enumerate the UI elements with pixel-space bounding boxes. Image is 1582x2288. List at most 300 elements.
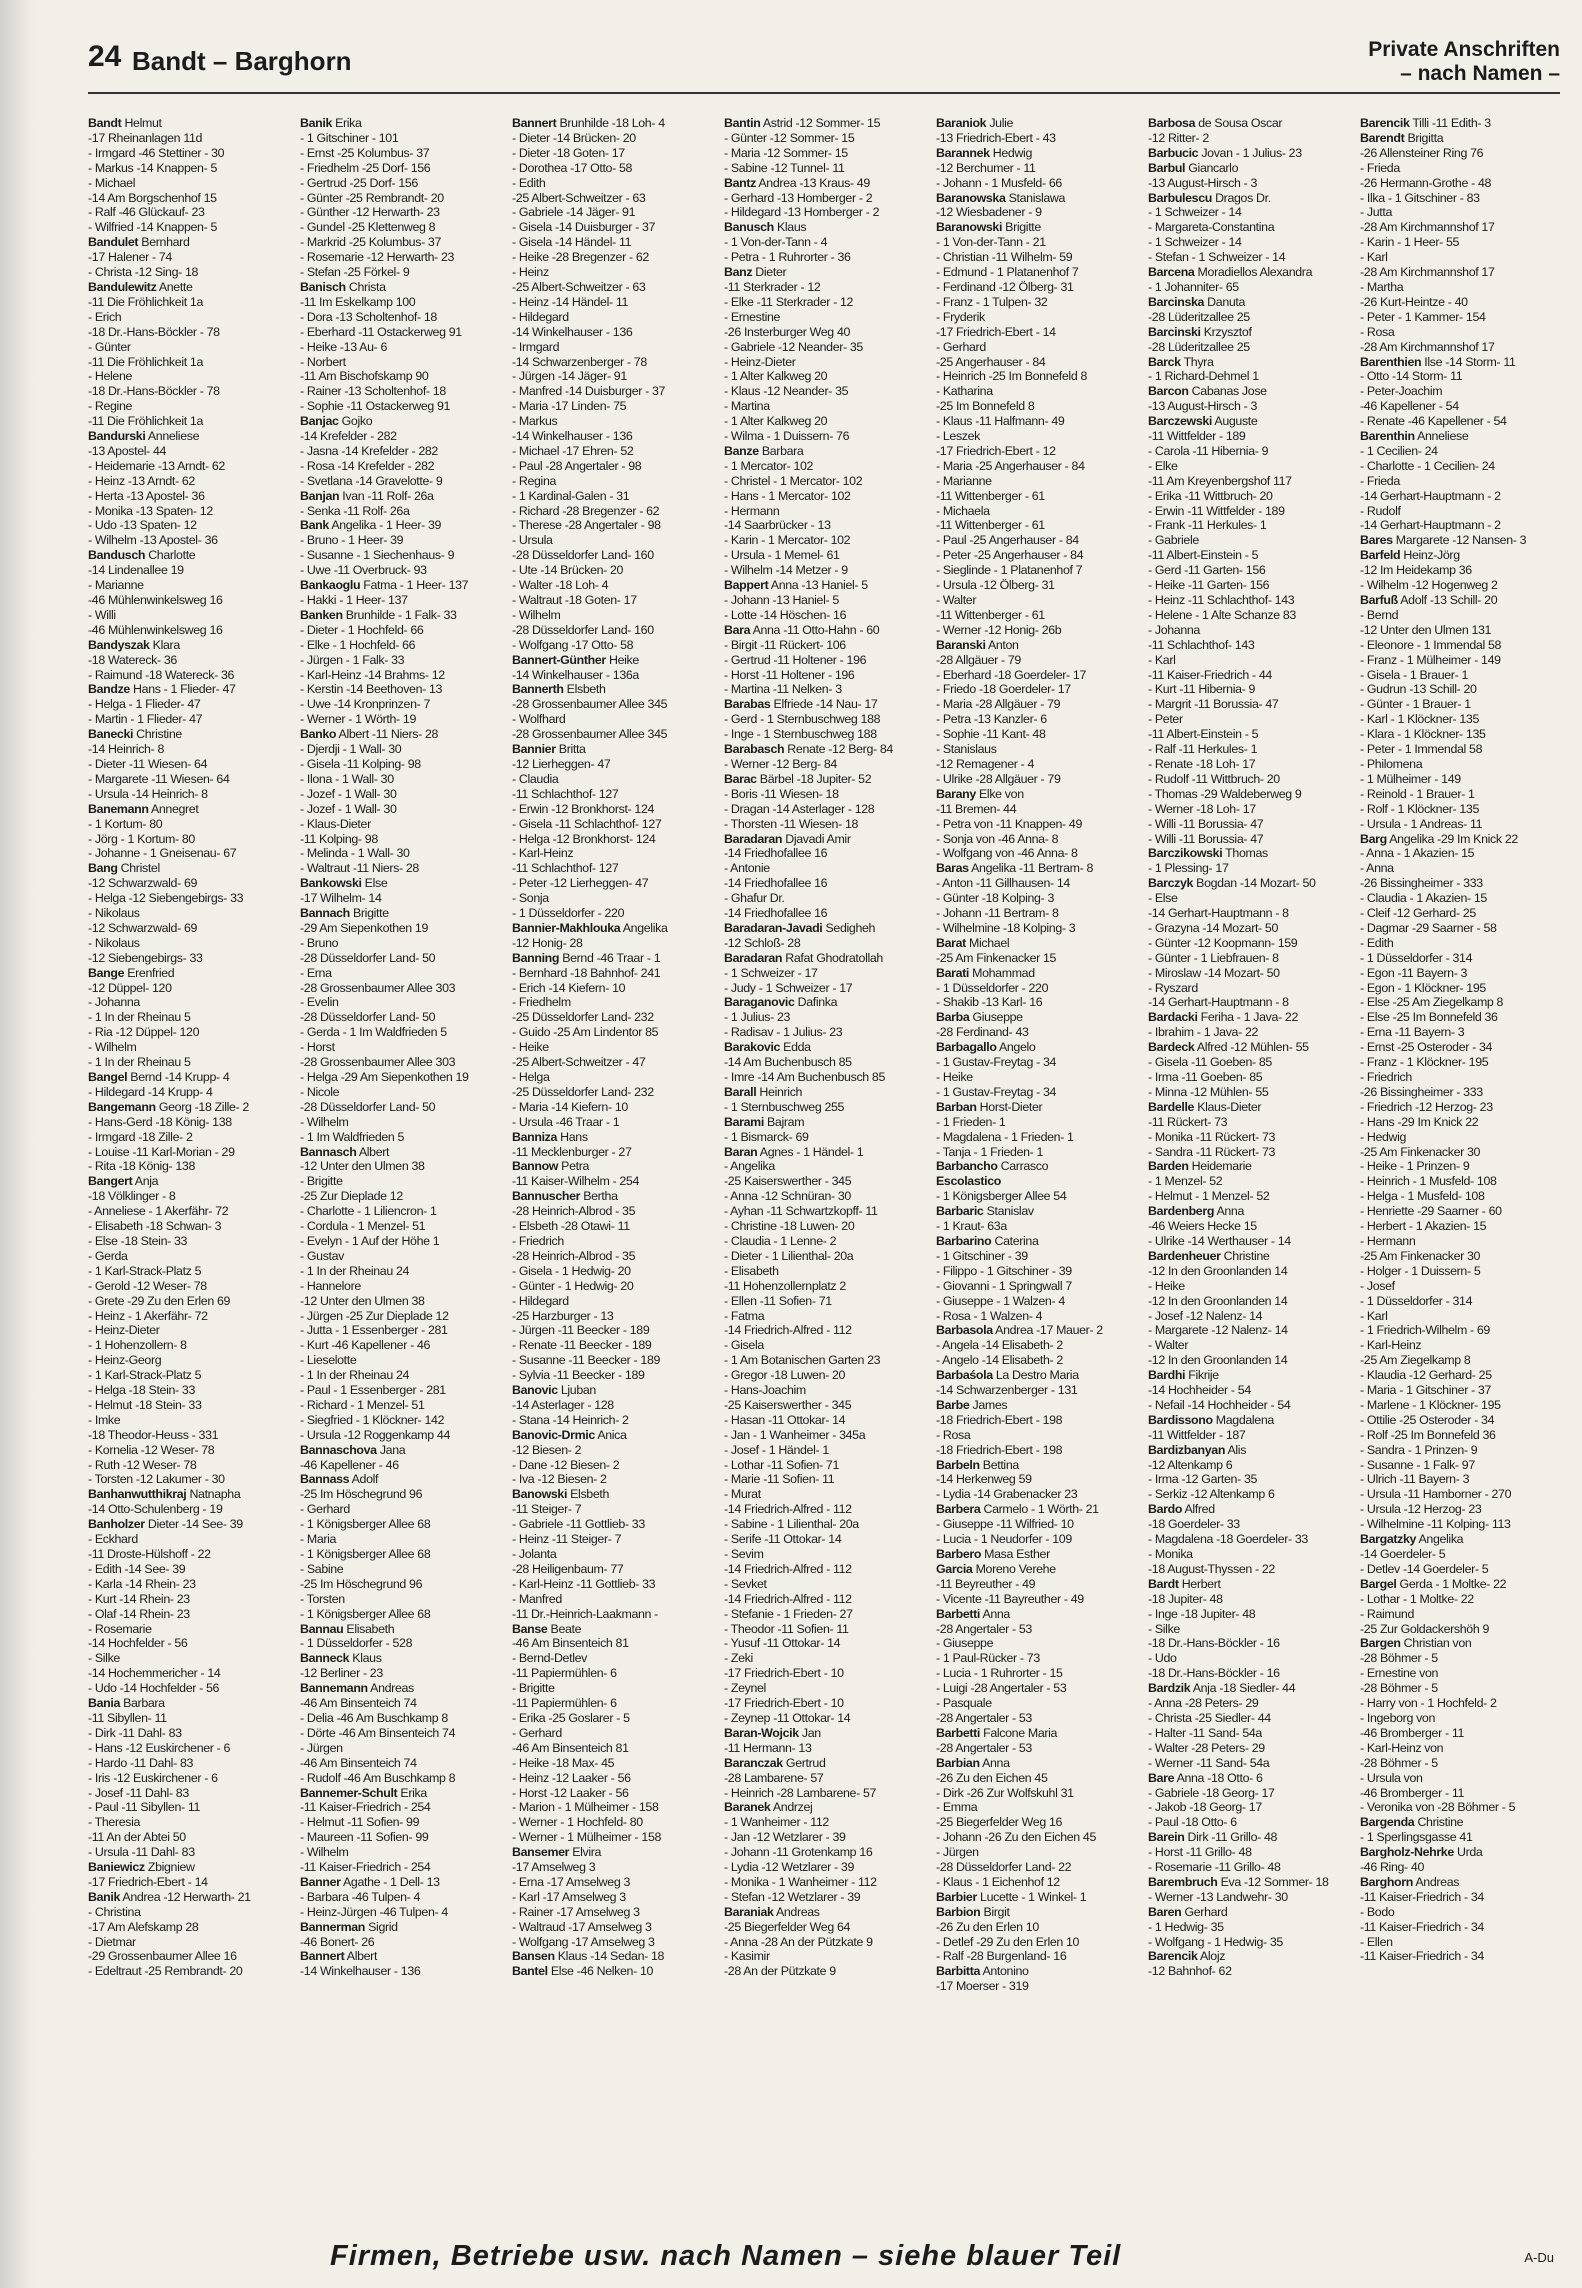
directory-entry-line: - Stefan - 1 Schweizer - 14 [1148, 250, 1286, 265]
directory-entry-line: -28 Düsseldorfer Land- 160 [512, 622, 654, 637]
directory-entry-line: - Margarete -12 Nalenz- 14 [1148, 1323, 1288, 1338]
directory-entry-line: -11 Papiermühlen- 6 [512, 1666, 617, 1681]
directory-entry-line: - Gisela -11 Goeben- 85 [1148, 1055, 1272, 1070]
directory-entry-line: Bantz Andrea -13 Kraus- 49 [724, 175, 870, 190]
directory-entry-line: - Sophie -11 Ostackerweg 91 [300, 399, 451, 414]
directory-entry-line: - Magdalena - 1 Frieden- 1 [936, 1129, 1074, 1144]
directory-entry-line: - Helga [512, 1070, 550, 1084]
directory-entry-line: - Erika -11 Wittbruch- 20 [1148, 488, 1273, 503]
directory-entry-line: Barck Thyra [1148, 354, 1214, 369]
directory-entry-line: - Jan - 1 Wanheimer - 345a [724, 1427, 866, 1442]
directory-entry-line: -25 Biegerfelder Weg 16 [936, 1815, 1063, 1830]
directory-entry-line: -17 Am Alefskamp 28 [88, 1919, 199, 1934]
directory-entry-line: Barbetti Falcone Maria [936, 1725, 1058, 1740]
directory-entry-line: - Wolfgang -17 Amselweg 3 [512, 1934, 655, 1949]
directory-entry-line: Barein Dirk -11 Grillo- 48 [1148, 1830, 1278, 1845]
directory-entry-line: -14 Am Borgschenhof 15 [88, 190, 217, 205]
directory-entry-line: - Ursula -12 Herzog- 23 [1360, 1502, 1482, 1517]
directory-entry-line: -11 Albert-Einstein - 5 [1148, 727, 1259, 742]
directory-entry-line: -28 Angertaler - 53 [936, 1740, 1032, 1755]
directory-entry-line: -17 Friedrich-Ebert - 10 [724, 1696, 844, 1711]
directory-entry-line: -46 Kapellener - 46 [300, 1457, 399, 1472]
directory-entry-line: Bannow Petra [512, 1159, 590, 1174]
directory-entry-line: - Dieter - 1 Hochfeld- 66 [300, 622, 424, 637]
directory-entry-line: - Renate -18 Loh- 17 [1148, 756, 1256, 771]
directory-entry-line: -14 Am Buchenbusch 85 [724, 1055, 852, 1070]
directory-entry-line: Bang Christel [88, 861, 160, 876]
directory-entry-line: - Egon -11 Bayern- 3 [1360, 965, 1468, 980]
directory-entry-line: - Wilhelm [300, 1114, 349, 1129]
directory-entry-line: - Ursula -11 Dahl- 83 [88, 1845, 195, 1860]
directory-entry-line: - Rudolf -11 Wittbruch- 20 [1148, 771, 1280, 786]
directory-entry-line: - Willi [88, 607, 116, 622]
directory-entry-line: -17 Rheinanlagen 11d [88, 130, 203, 145]
directory-entry-line: - Walter [1148, 1338, 1189, 1353]
directory-entry-line: - Ulrich -11 Bayern- 3 [1360, 1472, 1470, 1487]
directory-entry-line: -14 Hochemmericher - 14 [88, 1666, 221, 1681]
directory-entry-line: Banz Dieter [724, 265, 787, 280]
directory-entry-line: - Gerd - 1 Sternbuschweg 188 [724, 712, 881, 727]
directory-entry-line: Barghorn Andreas [1360, 1874, 1460, 1889]
page-fold-shadow [0, 0, 34, 2288]
directory-entry-line: - Ulrike -14 Werthauser - 14 [1148, 1233, 1291, 1248]
directory-entry-line: -25 Kaiserswerther - 345 [724, 1397, 852, 1412]
directory-entry-line: -28 Angertaler - 53 [936, 1621, 1032, 1636]
directory-entry-line: - Markrid -25 Kolumbus- 37 [300, 235, 442, 250]
directory-entry-line: - Karl - 1 Klöckner- 135 [1360, 712, 1479, 727]
directory-entry-line: -46 Bromberger - 11 [1360, 1725, 1464, 1740]
directory-entry-line: - Guido -25 Am Lindentor 85 [512, 1025, 659, 1040]
directory-entry-line: - Werner - 1 Hochfeld- 80 [512, 1815, 643, 1830]
directory-entry-line: - Friedhelm -25 Dorf- 156 [300, 160, 431, 175]
directory-entry-line: - Evelin [300, 995, 339, 1010]
directory-entry-line: - Ilka - 1 Gitschiner - 83 [1360, 190, 1480, 205]
directory-entry-line: -18 Friedrich-Ebert - 198 [936, 1412, 1063, 1427]
directory-entry-line: -46 Ring- 40 [1360, 1860, 1424, 1875]
directory-entry-line: Bange Erenfried [88, 965, 175, 980]
directory-entry-line: Barbucic Jovan - 1 Julius- 23 [1148, 145, 1302, 160]
directory-entry-line: - Rolf -25 Im Bonnefeld 36 [1360, 1427, 1496, 1442]
directory-entry-line: Bardeck Alfred -12 Mühlen- 55 [1148, 1040, 1309, 1055]
directory-entry-line: - Heidemarie -13 Arndt- 62 [88, 458, 225, 473]
directory-entry-line: -12 Honig- 28 [512, 935, 583, 950]
directory-entry-line: - Angelika [724, 1159, 775, 1174]
directory-entry-line: - Frieda [1360, 473, 1400, 488]
directory-entry-line: - Zeynel [724, 1681, 766, 1696]
directory-entry-line: -11 Sterkrader - 12 [724, 279, 821, 294]
directory-entry-line: Barcena Moradiellos Alexandra [1148, 265, 1313, 280]
directory-entry-line: - Frieda [1360, 160, 1400, 175]
directory-entry-line: -12 Im Heidekamp 36 [1360, 563, 1472, 578]
directory-entry-line: - Jürgen -11 Beecker - 189 [512, 1323, 650, 1338]
directory-entry-line: -25 Zur Dieplade 12 [300, 1189, 403, 1204]
directory-entry-line: - 1 Düsseldorfer - 220 [512, 906, 625, 921]
directory-entry-line: - Markus [512, 414, 558, 429]
directory-entry-line: - Günter -25 Rembrandt- 20 [300, 190, 444, 205]
directory-entry-line: -13 Apostel- 44 [88, 443, 167, 458]
directory-entry-line: -11 Wittenberger - 61 [936, 607, 1045, 622]
directory-entry-line: Banholzer Dieter -14 See- 39 [88, 1517, 243, 1532]
directory-entry-line: Barden Heidemarie [1148, 1159, 1252, 1174]
directory-entry-line: - Manfred -14 Duisburger - 37 [512, 384, 666, 399]
directory-entry-line: - 1 Düsseldorfer - 528 [300, 1636, 413, 1651]
directory-entry-line: - Bernhard -18 Bahnhof- 241 [512, 965, 661, 980]
directory-entry-line: - Heike -18 Max- 45 [512, 1755, 615, 1770]
directory-entry-line: - Marion - 1 Mülheimer - 158 [512, 1800, 659, 1815]
directory-entry-line: - Regina [512, 473, 557, 488]
directory-entry-line: - Günter [88, 339, 131, 354]
directory-entry-line: Bardenberg Anna [1148, 1204, 1244, 1219]
directory-entry-line: -11 Mecklenburger - 27 [512, 1144, 632, 1159]
directory-entry-line: - Jasna -14 Krefelder - 282 [300, 443, 438, 458]
directory-entry-line: Barg Angelika -29 Im Knick 22 [1360, 831, 1518, 846]
directory-entry-line: - Stana -14 Heinrich- 2 [512, 1412, 629, 1427]
directory-entry-line: - Johanna [1148, 622, 1200, 637]
directory-entry-line: - Hardo -11 Dahl- 83 [88, 1755, 194, 1770]
directory-entry-line: -11 Kolping- 98 [300, 831, 378, 846]
directory-entry-line: - Shakib -13 Karl- 16 [936, 995, 1043, 1010]
directory-entry-line: - Gabriele [1148, 533, 1199, 548]
directory-entry-line: - Günter - 1 Liebfrauen- 8 [1148, 950, 1279, 965]
directory-entry-line: - Horst -11 Holtener - 196 [724, 667, 855, 682]
directory-entry-line: - Petra - 1 Ruhrorter - 36 [724, 250, 851, 265]
directory-entry-line: -11 Hohenzollernplatz 2 [724, 1278, 846, 1293]
directory-entry-line: -28 Böhmer - 5 [1360, 1651, 1438, 1666]
directory-entry-line: - Dieter - 1 Lilienthal- 20a [724, 1248, 854, 1263]
directory-entry-line: Barbarino Caterina [936, 1233, 1039, 1248]
directory-entry-line: - Anna -28 An der Pützkate 9 [724, 1934, 873, 1949]
directory-entry-line: -14 Winkelhauser - 136 [512, 324, 633, 339]
directory-entry-line: - Günter -12 Sommer- 15 [724, 130, 855, 145]
directory-entry-line: - Maria -25 Angerhauser - 84 [936, 458, 1085, 473]
directory-entry-line: Barany Elke von [936, 786, 1024, 801]
directory-entry-line: - Bruno - 1 Heer- 39 [300, 533, 404, 548]
directory-entry-line: Barati Mohammad [936, 965, 1035, 980]
directory-entry-line: - Heinrich -25 Im Bonnefeld 8 [936, 369, 1088, 384]
directory-entry-line: Banse Beate [512, 1621, 582, 1636]
directory-entry-line: -11 Kaiser-Friedrich - 254 [300, 1860, 431, 1875]
directory-entry-line: - Christina [88, 1904, 141, 1919]
directory-entry-line: -14 Gerhart-Hauptmann - 8 [1148, 995, 1289, 1010]
directory-entry-line: - Jürgen [300, 1740, 343, 1755]
directory-entry-line: - Rainer -13 Scholtenhof- 18 [300, 384, 446, 399]
directory-entry-line: Barbasola Andrea -17 Mauer- 2 [936, 1323, 1103, 1338]
directory-entry-line: Baraniak Andreas [724, 1904, 820, 1919]
directory-entry-line: - Monika [1148, 1547, 1193, 1561]
directory-entry-line: -28 Düsseldorfer Land- 50 [300, 1099, 436, 1114]
directory-entry-line: -12 In den Groonlanden 14 [1148, 1263, 1288, 1278]
directory-entry-line: - Erwin -11 Wittfelder - 189 [1148, 503, 1285, 518]
directory-entry-line: - 1 Düsseldorfer - 314 [1360, 950, 1473, 965]
directory-entry-line: - Silke [88, 1651, 120, 1666]
directory-entry-line: Banisch Christa [300, 279, 386, 294]
directory-entry-line: - Fatma [724, 1308, 765, 1323]
directory-entry-line: -14 Herkenweg 59 [936, 1472, 1032, 1487]
directory-entry-line: - Dörte -46 Am Binsenteich 74 [300, 1725, 456, 1740]
directory-entry-line: Bandurski Anneliese [88, 429, 200, 444]
directory-entry-line: - Gustav [300, 1248, 345, 1263]
directory-entry-line: - Susanne -11 Beecker - 189 [512, 1353, 661, 1368]
directory-entry-line: -14 Saarbrücker - 13 [724, 518, 831, 533]
directory-entry-line: - Heinz -11 Steiger- 7 [512, 1532, 622, 1547]
directory-entry-line: - Willi -11 Borussia- 47 [1148, 831, 1264, 846]
directory-entry-line: Barbe James [936, 1397, 1008, 1412]
directory-entry-line: - Thorsten -11 Wiesen- 18 [724, 816, 859, 831]
directory-entry-line: - Heinrich -28 Lambarene- 57 [724, 1785, 877, 1800]
directory-entry-line: Baren Gerhard [1148, 1904, 1228, 1919]
directory-entry-line: Bangel Bernd -14 Krupp- 4 [88, 1070, 230, 1084]
directory-entry-line: -25 Düsseldorfer Land- 232 [512, 1084, 654, 1099]
directory-entry-line: -28 Am Kirchmannshof 17 [1360, 339, 1495, 354]
directory-entry-line: - 1 Menzel- 52 [1148, 1174, 1223, 1189]
directory-entry-line: Barbul Giancarlo [1148, 160, 1239, 175]
directory-entry-line: - Dragan -14 Asterlager - 128 [724, 801, 875, 816]
directory-entry-line: - Günter -12 Koopmann- 159 [1148, 935, 1298, 950]
directory-entry-line: - Dorothea -17 Otto- 58 [512, 160, 633, 175]
directory-entry-line: - Boris -11 Wiesen- 18 [724, 786, 839, 801]
directory-entry-line: -17 Halener - 74 [88, 250, 172, 265]
directory-entry-line: - Eleonore - 1 Immendal 58 [1360, 637, 1502, 652]
directory-entry-line: - Gudrun -13 Schill- 20 [1360, 682, 1477, 697]
directory-entry-line: -14 Otto-Schulenberg - 19 [88, 1502, 223, 1517]
directory-entry-line: - Therese -28 Angertaler - 98 [512, 518, 661, 533]
directory-entry-line: - Gerda - 1 Im Waldfrieden 5 [300, 1025, 447, 1040]
directory-entry-line: -11 Albert-Einstein - 5 [1148, 548, 1259, 563]
directory-entry-line: - Wilhelm -13 Apostel- 36 [88, 533, 218, 548]
directory-entry-line: - 1 Julius- 23 [724, 1010, 791, 1025]
directory-entry-line: - 1 Kraut- 63a [936, 1219, 1007, 1234]
directory-entry-line: - 1 Königsberger Allee 54 [936, 1189, 1067, 1204]
directory-entry-line: -12 Altenkamp 6 [1148, 1457, 1233, 1472]
directory-entry-line: - Helmut - 1 Menzel- 52 [1148, 1189, 1270, 1204]
directory-entry-line: - 1 Karl-Strack-Platz 5 [88, 1368, 202, 1383]
directory-entry-line: -14 Hochfelder - 56 [88, 1636, 188, 1651]
directory-entry-line: - Else -18 Stein- 33 [88, 1233, 188, 1248]
directory-entry-line: Bargen Christian von [1360, 1636, 1472, 1651]
directory-entry-line: - 1 Königsberger Allee 68 [300, 1606, 431, 1621]
directory-entry-line: -28 Düsseldorfer Land- 22 [936, 1860, 1072, 1875]
section-title-line1: Private Anschriften [1368, 38, 1560, 61]
directory-entry-line: Bappert Anna -13 Haniel- 5 [724, 578, 868, 593]
directory-entry-line: - Waltraut -11 Niers- 28 [300, 861, 419, 876]
directory-entry-line: - Gregor -18 Luwen- 20 [724, 1368, 846, 1383]
directory-entry-line: - Sophie -11 Kant- 48 [936, 727, 1046, 742]
directory-entry-line: - Waltraut -18 Goten- 17 [512, 593, 637, 607]
directory-entry-line: Banhanwutthikraj Natnapha [88, 1487, 241, 1502]
directory-entry-line: - Michael -17 Ehren- 52 [512, 443, 634, 458]
directory-entry-line: - 1 Sternbuschweg 255 [724, 1099, 845, 1114]
directory-entry-line: Banze Barbara [724, 443, 804, 458]
directory-entry-line: - Christa -12 Sing- 18 [88, 265, 199, 280]
directory-entry-line: - Günter -18 Kolping- 3 [936, 891, 1054, 906]
directory-entry-line: - Gerda [88, 1248, 128, 1263]
directory-entry-line: - 1 In der Rheinau 5 [88, 1055, 191, 1070]
directory-entry-line: - Kurt -46 Kapellener - 46 [300, 1338, 431, 1353]
directory-entry-line: - Maureen -11 Sofien- 99 [300, 1830, 429, 1845]
directory-entry-line: - Ottilie -25 Osteroder - 34 [1360, 1412, 1495, 1427]
directory-entry-line: - Otto -14 Storm- 11 [1360, 369, 1463, 384]
directory-entry-line: Barac Bärbel -18 Jupiter- 52 [724, 771, 872, 786]
directory-entry-line: - Monika -13 Spaten- 12 [88, 503, 213, 518]
directory-entry-line: Bardissono Magdalena [1148, 1412, 1274, 1427]
section-title-line2: – nach Namen – [1400, 62, 1560, 85]
directory-entry-line: - Ingeborg von [1360, 1710, 1436, 1725]
directory-entry-line: - Luigi -28 Angertaler - 53 [936, 1681, 1067, 1696]
directory-entry-line: -11 Papiermühlen- 6 [512, 1696, 617, 1711]
directory-entry-line: -12 Berchumer - 11 [936, 160, 1036, 175]
directory-entry-line: -14 Hochheider - 54 [1148, 1383, 1251, 1398]
directory-entry-line: - Henriette -29 Saarner - 60 [1360, 1204, 1502, 1219]
directory-entry-line: - Udo [1148, 1651, 1177, 1666]
directory-entry-line: - 1 Mercator- 102 [724, 458, 814, 473]
directory-entry-line: - Charlotte - 1 Cecilien- 24 [1360, 458, 1495, 473]
directory-entry-line: - Senka -11 Rolf- 26a [300, 503, 410, 518]
directory-entry-line: Barczewski Auguste [1148, 414, 1258, 429]
directory-entry-line: Bannier-Makhlouka Angelika [512, 920, 668, 935]
directory-entry-line: -13 August-Hirsch - 3 [1148, 175, 1258, 190]
directory-entry-line: - Dietmar [88, 1934, 136, 1949]
directory-entry-line: - Helga - 1 Flieder- 47 [88, 697, 201, 712]
directory-entry-line: Bardizbanyan Alis [1148, 1442, 1247, 1457]
directory-entry-line: -25 Kaiserswerther - 345 [724, 1174, 852, 1189]
directory-entry-line: - 1 Am Botanischen Garten 23 [724, 1353, 881, 1368]
directory-entry-line: - Gertrud -11 Holtener - 196 [724, 652, 867, 667]
directory-entry-line: Barban Horst-Dieter [936, 1099, 1043, 1114]
directory-entry-line: - Radisav - 1 Julius- 23 [724, 1025, 843, 1040]
directory-entry-line: - Ursula -12 Ölberg- 31 [936, 578, 1055, 593]
directory-entry-line: - Heinz-Jürgen -46 Tulpen- 4 [300, 1904, 448, 1919]
directory-entry-line: -13 Friedrich-Ebert - 43 [936, 130, 1056, 145]
directory-entry-line: -46 Bonert- 26 [300, 1934, 375, 1949]
directory-entry-line: - Dirk -11 Dahl- 83 [88, 1725, 182, 1740]
directory-entry-line: -11 Kaiser-Friedrich - 34 [1360, 1889, 1484, 1904]
directory-entry-line: - Kerstin -14 Beethoven- 13 [300, 682, 443, 697]
directory-entry-line: - Ellen [1360, 1934, 1393, 1949]
directory-entry-line: -26 Bissingheimer - 333 [1360, 1084, 1483, 1099]
directory-entry-line: - 1 Paul-Rücker - 73 [936, 1651, 1040, 1666]
directory-entry-line: - Peter -25 Angerhauser - 84 [936, 548, 1084, 563]
directory-entry-line: - 1 Richard-Dehmel 1 [1148, 369, 1259, 384]
directory-entry-line: - Klara - 1 Klöckner- 135 [1360, 727, 1486, 742]
directory-entry-line: -12 Bahnhof- 62 [1148, 1964, 1232, 1979]
directory-entry-line: Banjan Ivan -11 Rolf- 26a [300, 488, 434, 503]
directory-entry-line: -14 Schwarzenberger - 131 [936, 1383, 1078, 1398]
directory-entry-line: - Hakki - 1 Heer- 137 [300, 593, 408, 607]
directory-entry-line: Banning Bernd -46 Traar - 1 [512, 950, 661, 965]
directory-entry-line: -13 August-Hirsch - 3 [1148, 399, 1258, 414]
directory-entry-line: - Inge -18 Jupiter- 48 [1148, 1606, 1256, 1621]
directory-entry-line: - Werner -13 Landwehr- 30 [1148, 1889, 1288, 1904]
directory-entry-line: Bannerth Elsbeth [512, 682, 606, 697]
directory-entry-line: - Helene - 1 Alte Schanze 83 [1148, 607, 1296, 622]
directory-entry-line: Bardzik Anja -18 Siedler- 44 [1148, 1681, 1296, 1696]
directory-entry-line: -25 Albert-Schweitzer - 63 [512, 190, 646, 205]
directory-entry-line: - Anneliese - 1 Akerfähr- 72 [88, 1204, 229, 1219]
directory-entry-line: Barcon Cabanas Jose [1148, 384, 1267, 399]
directory-entry-line: - Paul -28 Angertaler - 98 [512, 458, 642, 473]
directory-entry-line: - Stefanie - 1 Frieden- 27 [724, 1606, 853, 1621]
directory-entry-line: - Rosa [936, 1427, 971, 1442]
directory-entry-line: - Lydia -14 Grabenacker 23 [936, 1487, 1078, 1502]
directory-entry-line: - Günther -12 Herwarth- 23 [300, 205, 440, 220]
directory-entry-line: - Erich -14 Kiefern- 10 [512, 980, 626, 995]
directory-entry-line: Barbier Lucette - 1 Winkel- 1 [936, 1889, 1087, 1904]
directory-entry-line: -46 Bromberger - 11 [1360, 1785, 1464, 1800]
directory-entry-line: -17 Moerser - 319 [936, 1979, 1029, 1994]
directory-entry-line: - Monika -11 Rückert- 73 [1148, 1129, 1276, 1144]
directory-entry-line: Bankaoglu Fatma - 1 Heer- 137 [300, 578, 469, 593]
directory-entry-line: Barbagallo Angelo [936, 1040, 1036, 1055]
directory-entry-line: - Bernd [1360, 607, 1399, 622]
directory-entry-line: - Renate -46 Kapellener - 54 [1360, 414, 1507, 429]
directory-entry-line: -12 In den Groonlanden 14 [1148, 1293, 1288, 1308]
directory-entry-line: - Helene [88, 369, 133, 384]
directory-entry-line: - Rosemarie [88, 1621, 152, 1636]
directory-entry-line: - Stefan -25 Förkel- 9 [300, 265, 410, 280]
directory-entry-line: - Karl [1360, 1308, 1388, 1323]
directory-entry-line: Bandulewitz Anette [88, 279, 193, 294]
directory-entry-line: -12 Biesen- 2 [512, 1442, 582, 1457]
directory-entry-line: Barendt Brigitta [1360, 130, 1444, 145]
directory-entry-line: -28 Ferdinand- 43 [936, 1025, 1029, 1040]
directory-entry-line: Bansen Klaus -14 Sedan- 18 [512, 1949, 665, 1964]
directory-entry-line: - Ursula - 1 Andreas- 11 [1360, 816, 1483, 831]
name-range: Bandt – Barghorn [132, 46, 352, 76]
directory-entry-line: - Ibrahim - 1 Java- 22 [1148, 1025, 1259, 1040]
directory-entry-line: - Richard - 1 Menzel- 51 [300, 1397, 425, 1412]
directory-entry-line: - Hannelore [300, 1278, 361, 1293]
directory-entry-line: - Maria -14 Kiefern- 10 [512, 1099, 628, 1114]
directory-entry-line: Bardelle Klaus-Dieter [1148, 1099, 1262, 1114]
directory-entry-line: - Lothar -11 Sofien- 71 [724, 1457, 840, 1472]
directory-entry-line: - Elisabeth [724, 1263, 779, 1278]
directory-entry-line: - Eckhard [88, 1532, 138, 1547]
directory-entry-line: Bargatzky Angelika [1360, 1532, 1464, 1547]
directory-entry-line: - Christian -11 Wilhelm- 59 [936, 250, 1073, 265]
directory-entry-line: - 1 Düsseldorfer - 314 [1360, 1293, 1473, 1308]
directory-entry-line: - Brigitte [300, 1174, 343, 1189]
directory-entry-line: - Gerhard [300, 1502, 350, 1517]
directory-entry-line: - Charlotte - 1 Liliencron- 1 [300, 1204, 437, 1219]
directory-entry-line: - Halter -11 Sand- 54a [1148, 1725, 1262, 1740]
directory-entry-line: Bankowski Else [300, 876, 388, 891]
directory-entry-line: - Hasan -11 Ottokar- 14 [724, 1412, 846, 1427]
directory-entry-line: - Heinz -13 Arndt- 62 [88, 473, 195, 488]
directory-entry-line: -28 Grossenbaumer Allee 345 [512, 697, 668, 712]
directory-entry-line: - Lothar - 1 Moltke- 22 [1360, 1591, 1474, 1606]
directory-entry-line: - Karl [1360, 250, 1388, 265]
directory-entry-line: Barabas Elfriede -14 Nau- 17 [724, 697, 878, 712]
directory-entry-line: - Jürgen [936, 1845, 979, 1860]
directory-entry-line: - Elke -11 Sterkrader - 12 [724, 294, 854, 309]
directory-entry-line: - Paul - 1 Essenberger - 281 [300, 1383, 446, 1398]
directory-entry-line: - Holger - 1 Duissern- 5 [1360, 1263, 1481, 1278]
directory-entry-line: -28 Am Kirchmannshof 17 [1360, 265, 1495, 280]
directory-entry-line: -14 Schwarzenberger - 78 [512, 354, 647, 369]
directory-entry-line: Barcinski Krzysztof [1148, 324, 1252, 339]
directory-entry-line: - 1 Schweizer - 17 [724, 965, 818, 980]
directory-entry-line: - Ute -14 Brücken- 20 [512, 563, 624, 578]
directory-entry-line: - Udo -13 Spaten- 12 [88, 518, 197, 533]
directory-entry-line: - Djerdji - 1 Wall- 30 [300, 742, 402, 757]
directory-entry-line: - Karin - 1 Heer- 55 [1360, 235, 1460, 250]
directory-entry-line: - Hans -29 Im Knick 22 [1360, 1114, 1479, 1129]
directory-entry-line: -14 Friedrich-Alfred - 112 [724, 1323, 852, 1338]
directory-entry-line: Bantin Astrid -12 Sommer- 15 [724, 116, 881, 130]
directory-entry-line: - Jutta - 1 Essenberger - 281 [300, 1323, 448, 1338]
directory-entry-line: - Karin - 1 Mercator- 102 [724, 533, 851, 548]
directory-entry-line: -28 Böhmer - 5 [1360, 1755, 1438, 1770]
